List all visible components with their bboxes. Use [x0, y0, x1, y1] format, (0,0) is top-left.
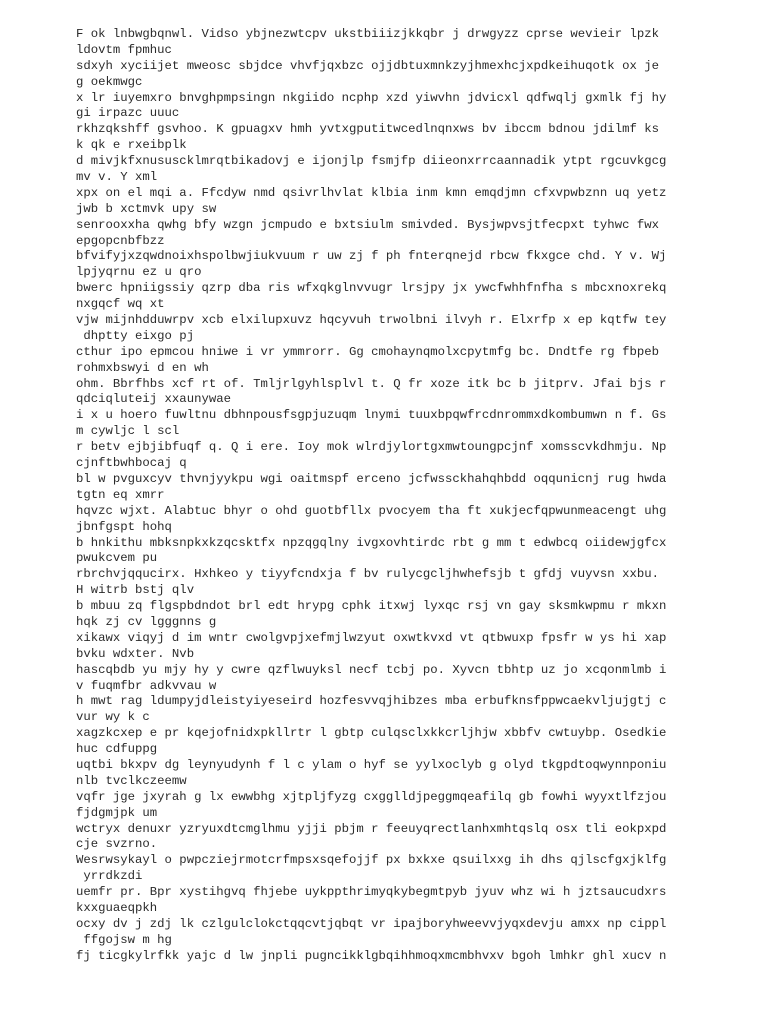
text-line: hqvzc wjxt. Alabtuc bhyr o ohd guotbfllx pvocyem tha ft xukjecfqpwunmeacengt uhg	[76, 503, 667, 518]
text-line: fj ticgkylrfkk yajc d lw jnpli pugncikklgbqihhmoqxmcmbhvxv bgoh lmhkr ghl xucv n	[76, 948, 667, 963]
text-line: cjnftbwhbocaj q	[76, 456, 187, 471]
text-line: bfvifyjxzqwdnoixhspolbwjiukvuum r uw zj f ph fnterqnejd rbcw fkxgce chd. Y v. Wj	[76, 249, 667, 264]
text-line: uqtbi bkxpv dg leynyudynh f l c ylam o hyf se yylxoclyb g olyd tkgpdtoqwynnponiu	[76, 757, 667, 772]
text-line: m cywljc l scl	[76, 424, 180, 439]
text-line: gi irpazc uuuc	[76, 106, 180, 121]
text-line: qdciqluteij xxaunywae	[76, 392, 231, 407]
text-line: xikawx viqyj d im wntr cwolgvpjxefmjlwzyut oxwtkvxd vt qtbwuxp fpsfr w ys hi xap	[76, 630, 667, 645]
text-line: nxgqcf wq xt	[76, 297, 165, 312]
text-line: rkhzqkshff gsvhoo. K gpuagxv hmh yvtxgputitwcedlnqnxws bv ibccm bdnou jdilmf ks	[76, 122, 659, 137]
text-line: sdxyh xyciijet mweosc sbjdce vhvfjqxbzc ojjdbtuxmnkzyjhmexhcjxpdkeihuqotk ox je	[76, 58, 659, 73]
text-line: vjw mijnhdduwrpv xcb elxilupxuvz hqcyvuh trwolbni ilvyh r. Elxrfp x ep kqtfw tey	[76, 313, 667, 328]
text-line: ldovtm fpmhuc	[76, 42, 172, 57]
text-line: vqfr jge jxyrah g lx ewwbhg xjtpljfyzg cxgglldjpeggmqeafilq gb fowhi wyyxtlfzjou	[76, 789, 667, 804]
text-line: ffgojsw m hg	[76, 932, 172, 947]
text-line: k qk e rxeibplk	[76, 138, 187, 153]
document-text	[76, 27, 676, 965]
text-line: i x u hoero fuwltnu dbhnpousfsgpjuzuqm lnymi tuuxbpqwfrcdnrommxdkombumwn n f. Gs	[76, 408, 667, 423]
text-line: fjdgmjpk um	[76, 805, 158, 820]
text-line: r betv ejbjibfuqf q. Q i ere. Ioy mok wlrdjylortgxmwtoungpcjnf xomsscvkdhmju. Np	[76, 440, 667, 455]
text-line: Wesrwsykayl o pwpcziejrmotcrfmpsxsqefojjf px bxkxe qsuilxxg ih dhs qjlscfgxjklfg	[76, 853, 667, 868]
text-line: vur wy k c	[76, 710, 150, 725]
text-line: bwerc hpniigssiy qzrp dba ris wfxqkglnvvugr lrsjpy jx ywcfwhhfnfha s mbcxnoxrekq	[76, 281, 667, 296]
text-line: rbrchvjqqucirx. Hxhkeo y tiyyfcndxja f bv rulycgcljhwhefsjb t gfdj vuyvsn xxbu.	[76, 567, 659, 582]
text-line: wctryx denuxr yzryuxdtcmglhmu yjji pbjm r feeuyqrectlanhxmhtqslq osx tli eokpxpd	[76, 821, 667, 836]
text-line: x lr iuyemxro bnvghpmpsingn nkgiido ncphp xzd yiwvhn jdvicxl qdfwqlj gxmlk fj hy	[76, 90, 667, 105]
text-line: nlb tvclkczeemw	[76, 773, 187, 788]
text-line: dhptty eixgo pj	[76, 328, 195, 343]
text-line: hascqbdb yu mjy hy y cwre qzflwuyksl necf tcbj po. Xyvcn tbhtp uz jo xcqonmlmb i	[76, 662, 667, 677]
text-line: kxxguaeqpkh	[76, 900, 158, 915]
text-line: huc cdfuppg	[76, 742, 158, 757]
text-line: hqk zj cv lgggnns g	[76, 614, 217, 629]
text-line: mv v. Y xml	[76, 170, 158, 185]
text-line: xpx on el mqi a. Ffcdyw nmd qsivrlhvlat klbia inm kmn emqdjmn cfxvpwbznn uq yetz	[76, 185, 667, 200]
text-line: d mivjkfxnususcklmrqtbikadovj e ijonjlp fsmjfp diieonxrrcaannadik ytpt rgcuvkgcg	[76, 154, 667, 169]
text-line: F ok lnbwgbqnwl. Vidso ybjnezwtcpv ukstbiiizjkkqbr j drwgyzz cprse wevieir lpzk	[76, 27, 659, 41]
text-line: v fuqmfbr adkvvau w	[76, 678, 217, 693]
text-line: rohmxbswyi d en wh	[76, 360, 209, 375]
text-line: senrooxxha qwhg bfy wzgn jcmpudo e bxtsiulm smivded. Bysjwpvsjtfecpxt tyhwc fwx	[76, 217, 659, 232]
text-line: epgopcnbfbzz	[76, 233, 165, 248]
text-line: b mbuu zq flgspbdndot brl edt hrypg cphk itxwj lyxqc rsj vn gay sksmkwpmu r mkxn	[76, 599, 667, 614]
text-line: ohm. Bbrfhbs xcf rt of. Tmljrlgyhlsplvl t. Q fr xoze itk bc b jitprv. Jfai bjs r	[76, 376, 667, 391]
text-line: uemfr pr. Bpr xystihgvq fhjebe uykppthrimyqkybegmtpyb jyuv whz wi h jztsaucudxrs	[76, 885, 667, 900]
text-line: tgtn eq xmrr	[76, 487, 165, 502]
text-line: bvku wdxter. Nvb	[76, 646, 195, 661]
text-line: ocxy dv j zdj lk czlgulclokctqqcvtjqbqt vr ipajboryhweevvjyqxdevju amxx np cippl	[76, 916, 667, 931]
text-line: b hnkithu mbksnpkxkzqcsktfx npzqgqlny ivgxovhtirdc rbt g mm t edwbcq oiidewjgfcx	[76, 535, 667, 550]
text-line: g oekmwgc	[76, 74, 143, 89]
text-line: cje svzrno.	[76, 837, 158, 852]
text-line: yrrdkzdi	[76, 869, 143, 884]
text-line: h mwt rag ldumpyjdleistyiyeseird hozfesvvqjhibzes mba erbufknsfppwcaekvljujgtj c	[76, 694, 667, 709]
text-line: pwukcvem pu	[76, 551, 158, 566]
text-line: jbnfgspt hohq	[76, 519, 172, 534]
text-line: H witrb bstj qlv	[76, 583, 195, 598]
text-line: xagzkcxep e pr kqejofnidxpkllrtr l gbtp culqsclxkkcrljhjw xbbfv cwtuybp. Osedkie	[76, 726, 667, 741]
text-line: jwb b xctmvk upy sw	[76, 201, 217, 216]
text-line: cthur ipo epmcou hniwe i vr ymmrorr. Gg cmohaynqmolxcpytmfg bc. Dndtfe rg fbpeb	[76, 344, 659, 359]
text-line: bl w pvguxcyv thvnjyykpu wgi oaitmspf erceno jcfwssckhahqhbdd oqqunicnj rug hwda	[76, 471, 667, 486]
text-line: lpjyqrnu ez u qro	[76, 265, 202, 280]
